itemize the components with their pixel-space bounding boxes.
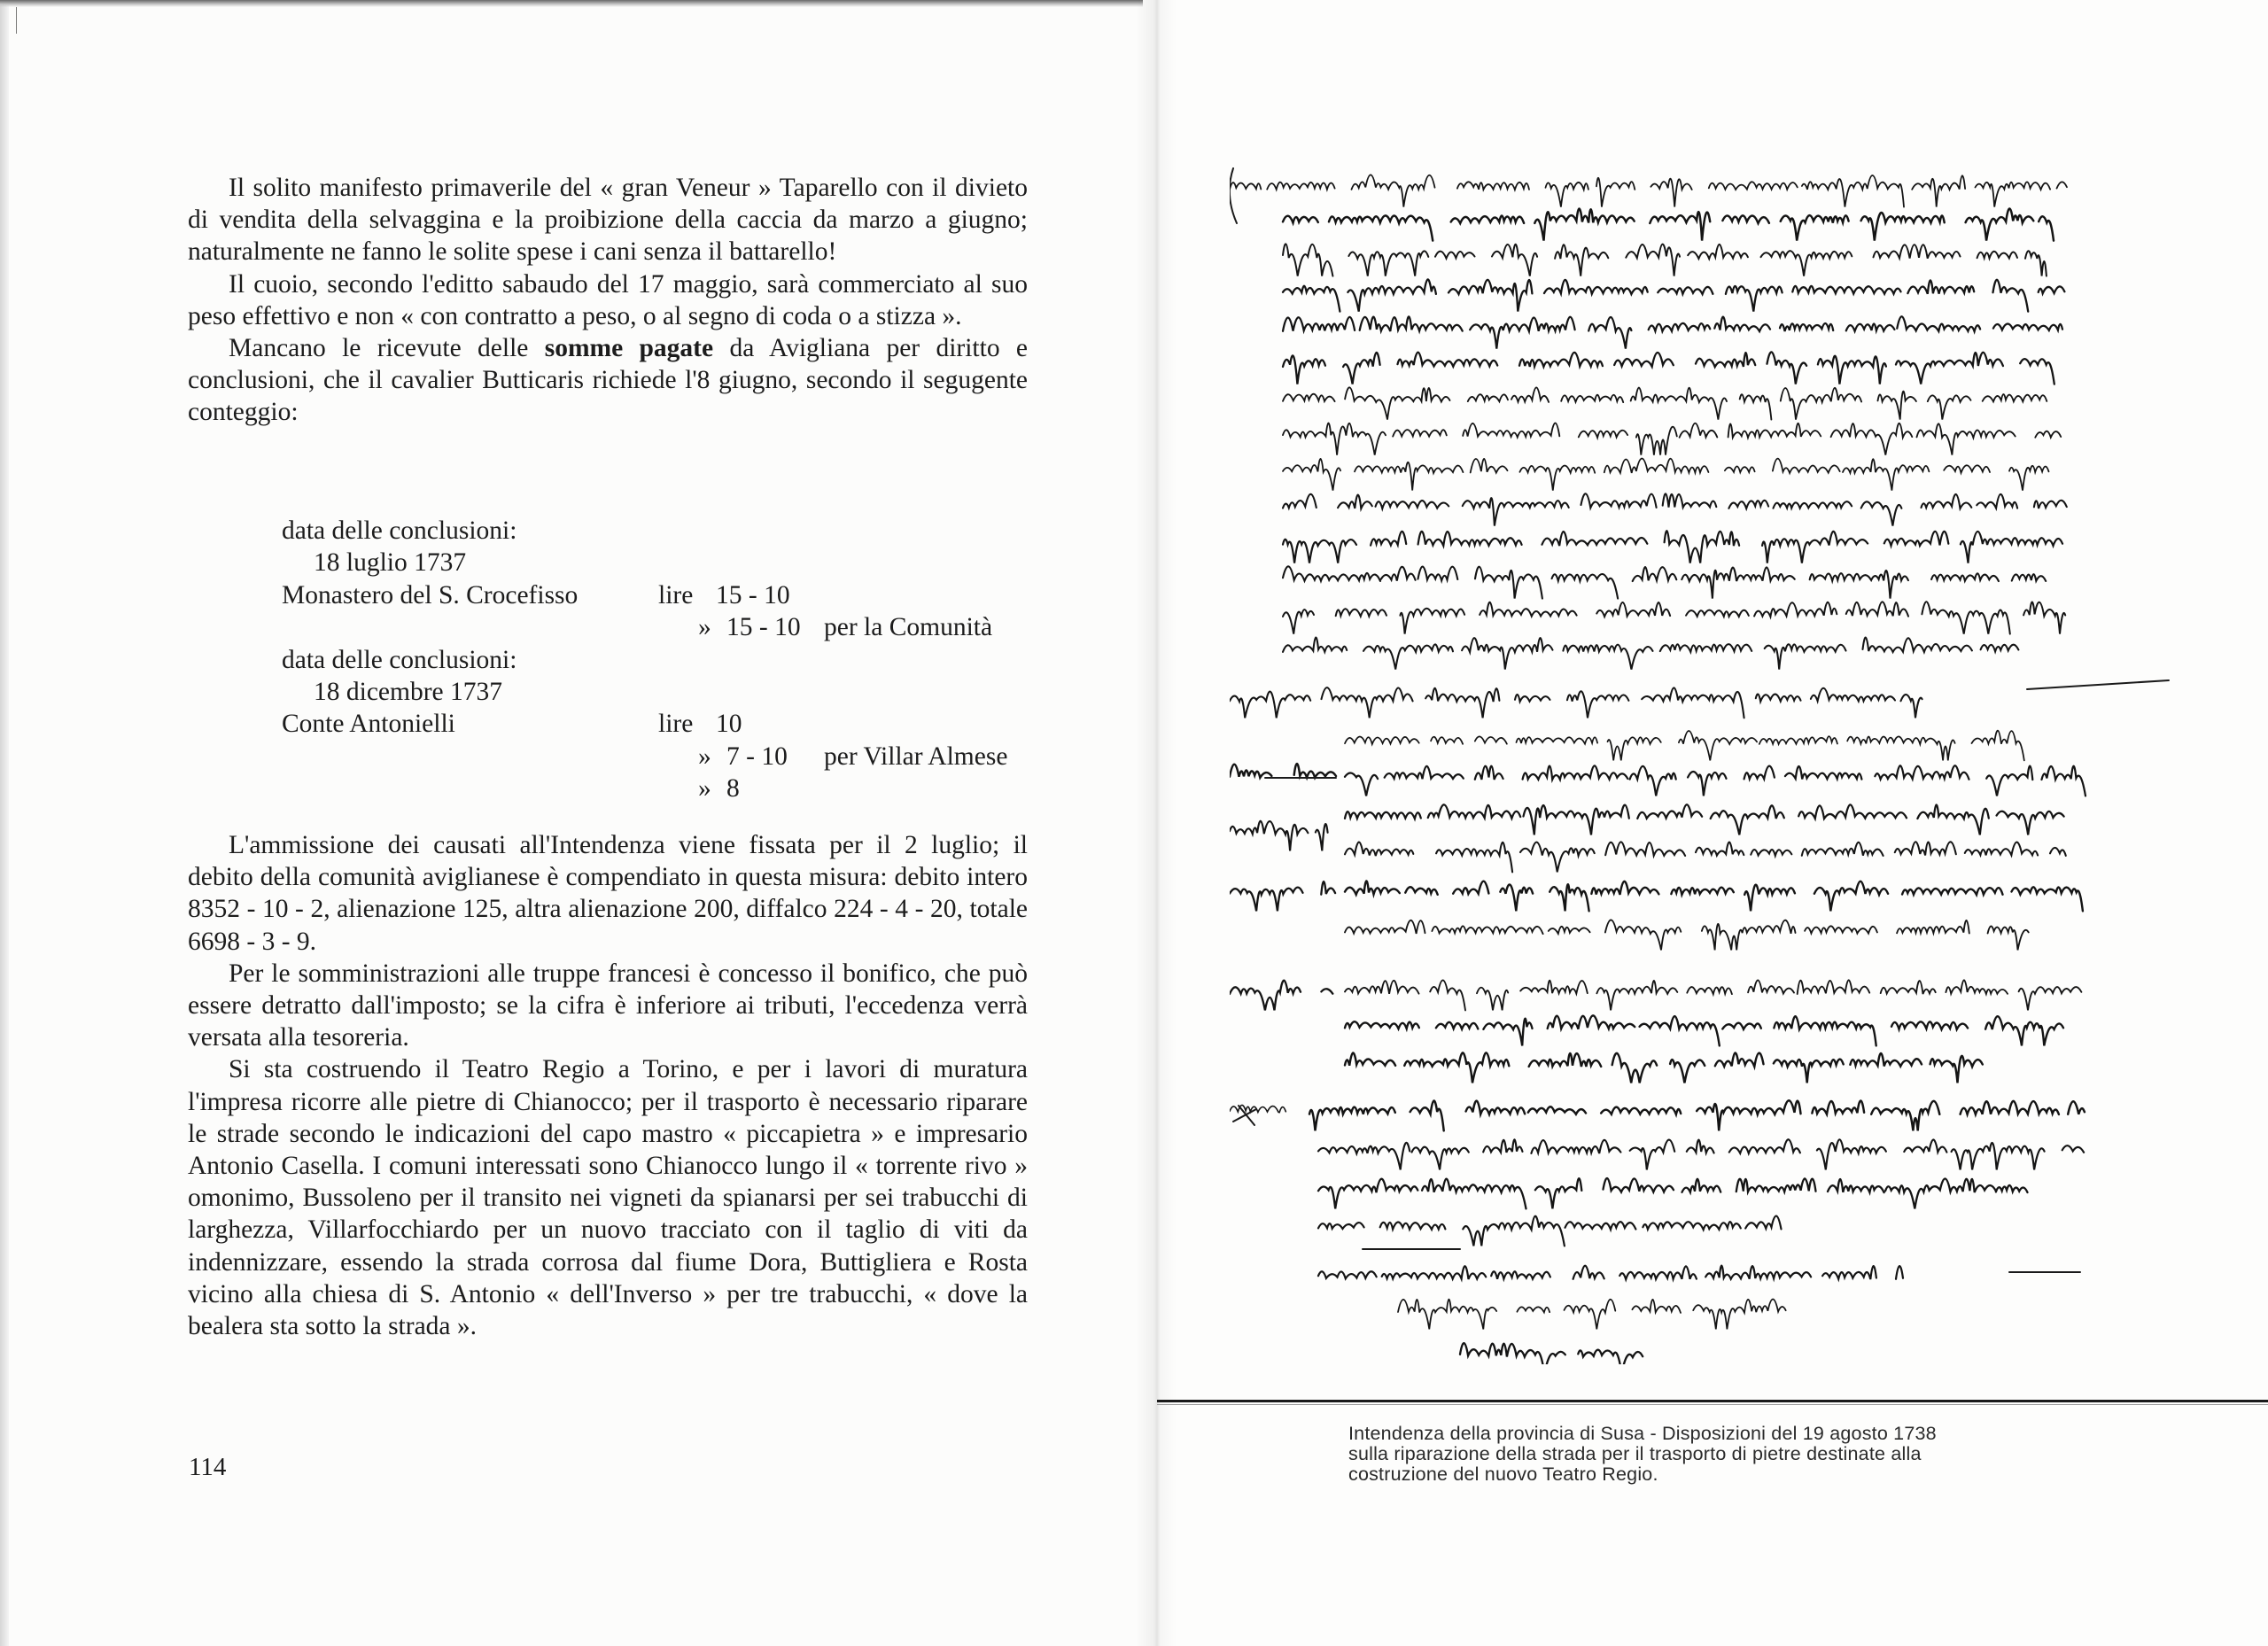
ledger-note: per la Comunità <box>824 613 993 642</box>
handwriting-stroke <box>1283 566 2046 598</box>
amount: 15 - 10 <box>716 580 790 609</box>
handwriting-stroke <box>1345 1052 1983 1083</box>
handwriting-stroke <box>1398 1299 1786 1329</box>
handwriting-stroke <box>1283 638 2018 670</box>
body-text-before-ledger <box>188 172 1028 429</box>
ledger-label: Monastero del S. Crocefisso <box>282 580 579 609</box>
caption-line: costruzione del nuovo Teatro Regio. <box>1348 1464 1658 1485</box>
text-run: L'ammissione dei causati all'Intendenza viene fissata per il 2 luglio; il debito della comunità aviglianese è compendiato in questa misura: debito intero 8352 - 10 - 2, alienazione 125, altra alienazione 200, diffalco 224 - 4 - 20, totale 6698 - 3 - 9. <box>188 831 1028 956</box>
text-run: Mancano le ricevute delle <box>229 334 545 363</box>
paragraph <box>188 268 1028 332</box>
handwriting-stroke <box>1283 279 2064 311</box>
caption-line: Intendenza della provincia di Susa - Disposizioni del 19 agosto 1738 <box>1348 1423 1937 1444</box>
amount: 15 - 10 <box>726 613 801 642</box>
handwriting-flourish <box>2027 680 2169 689</box>
handwriting-stroke <box>1230 764 1336 778</box>
text-run: Il solito manifesto primaverile del « gran Veneur » Taparello con il divieto di vendita della selvaggina e la proibizione della caccia da marzo a giugno; naturalmente ne fanno le solite spese i cani senza il battarello! <box>188 174 1028 267</box>
ditto-mark: » <box>698 613 711 642</box>
ledger-row <box>282 644 1061 676</box>
handwriting-stroke <box>1345 804 2064 835</box>
handwriting-stroke <box>1230 175 2067 206</box>
handwriting-stroke <box>1230 821 1328 851</box>
amount: 7 - 10 <box>726 741 788 771</box>
text-run: da Avigliana per diritto e conclusioni, che il cavalier Butticaris richiede l'8 giugno, secondo il segugente conteggio: <box>188 334 1028 427</box>
ledger-row <box>282 611 1061 643</box>
handwriting-stroke <box>1318 1216 1782 1246</box>
amount: 10 <box>716 710 742 739</box>
handwriting-stroke <box>1283 352 2054 384</box>
handwritten-document-image <box>1230 124 2179 1364</box>
ledger-label: data delle conclusioni: <box>282 645 517 674</box>
handwriting-stroke <box>1283 387 2047 419</box>
ledger-row <box>282 676 1061 708</box>
ledger-label: data delle conclusioni: <box>282 516 517 545</box>
payment-ledger <box>282 515 1061 805</box>
handwriting-stroke <box>1283 423 2061 455</box>
ditto-mark: » <box>698 774 711 804</box>
ledger-note: per Villar Almese <box>824 741 1008 771</box>
handwriting-stroke <box>1345 765 2085 796</box>
handwriting-stroke <box>1318 1139 2084 1169</box>
photo-border-shadow <box>1157 1404 2268 1405</box>
handwriting-stroke <box>1230 981 1332 1011</box>
ledger-row <box>282 579 1061 611</box>
text-run: Il cuoio, secondo l'editto sabaudo del 17 maggio, sarà commerciato al suo peso effettivo e non « con contratto a peso, o al segno di coda o a stizza ». <box>188 269 1028 330</box>
handwriting-flourish <box>1230 168 1237 223</box>
handwriting-stroke <box>1345 1015 2063 1045</box>
currency-label: lire <box>658 580 694 609</box>
handwriting-stroke <box>1283 531 2062 563</box>
paragraph <box>188 829 1028 958</box>
amount: 8 <box>726 774 740 804</box>
paragraph <box>188 958 1028 1054</box>
ditto-mark: » <box>698 741 711 771</box>
page-corner-mark <box>16 7 17 34</box>
handwriting-stroke <box>1345 731 2024 761</box>
handwriting-stroke <box>1283 602 2065 633</box>
handwriting-stroke <box>1345 881 2083 911</box>
handwriting-stroke <box>1230 881 1335 911</box>
handwriting-stroke <box>1283 208 2054 240</box>
text-run: Per le somministrazioni alle truppe francesi è concesso il bonifico, che può essere detratto dall'imposto; se la cifra è inferiore ai tributi, l'eccedenza verrà versata alla tesoreria. <box>188 959 1028 1052</box>
handwriting-stroke <box>1318 1266 1903 1280</box>
ledger-label: 18 dicembre 1737 <box>314 677 502 706</box>
ledger-label: Conte Antonielli <box>282 710 455 739</box>
manuscript-photo <box>1230 124 2179 1364</box>
handwriting-stroke <box>1345 842 2066 872</box>
handwriting-stroke <box>1345 980 2081 1010</box>
page-number: 114 <box>189 1453 227 1481</box>
ledger-row <box>282 547 1061 578</box>
photo-border <box>1157 1400 2268 1402</box>
body-text-after-ledger <box>188 829 1028 1342</box>
handwriting-stroke <box>1309 1100 2085 1130</box>
paragraph <box>188 172 1028 268</box>
currency-label: lire <box>658 710 694 739</box>
handwriting-stroke <box>1460 1343 1643 1364</box>
caption-line: sulla riparazione della strada per il trasporto di pietre destinate alla <box>1348 1443 1922 1464</box>
handwriting-stroke <box>1345 920 2029 950</box>
page-edge <box>0 0 9 1646</box>
ledger-row <box>282 741 1061 773</box>
ledger-row <box>282 515 1061 547</box>
ledger-row <box>282 773 1061 804</box>
figure-caption <box>1348 1424 2146 1485</box>
handwriting-stroke <box>1283 244 2047 276</box>
handwriting-stroke <box>1230 687 1922 718</box>
text-run: Si sta costruendo il Teatro Regio a Torino, e per i lavori di muratura l'impresa ricorre alle pietre di Chianocco; per il trasporto è necessario riparare le strade secondo le indicazioni del capo mastro « piccapietra » e impresario Antonio Casella. I comuni interessati sono Chianocco lungo il « torrente rivo » omonimo, Bussoleno per il transito nei vigneti da spianarsi per sei trabucchi di larghezza, Villarfocchiardo per un nuovo tracciato con il taglio di viti da indennizzare, essendo la strada corrosa dal fiume Dora, Buttigliera e Rosta vicino alla chiesa di S. Antonio « dell'Inverso » per tre trabucchi, « dove la bealera sta sotto la strada ». <box>188 1055 1028 1341</box>
handwriting-stroke <box>1318 1178 2028 1208</box>
paragraph <box>188 332 1028 429</box>
top-edge <box>0 0 1143 7</box>
ledger-row <box>282 708 1061 740</box>
ledger-label: 18 luglio 1737 <box>314 548 467 578</box>
paragraph <box>188 1053 1028 1342</box>
handwriting-stroke <box>1283 316 2062 348</box>
handwriting-stroke <box>1283 493 2067 525</box>
bold-phrase: somme pagate <box>544 334 714 363</box>
handwriting-stroke <box>1283 459 2049 491</box>
